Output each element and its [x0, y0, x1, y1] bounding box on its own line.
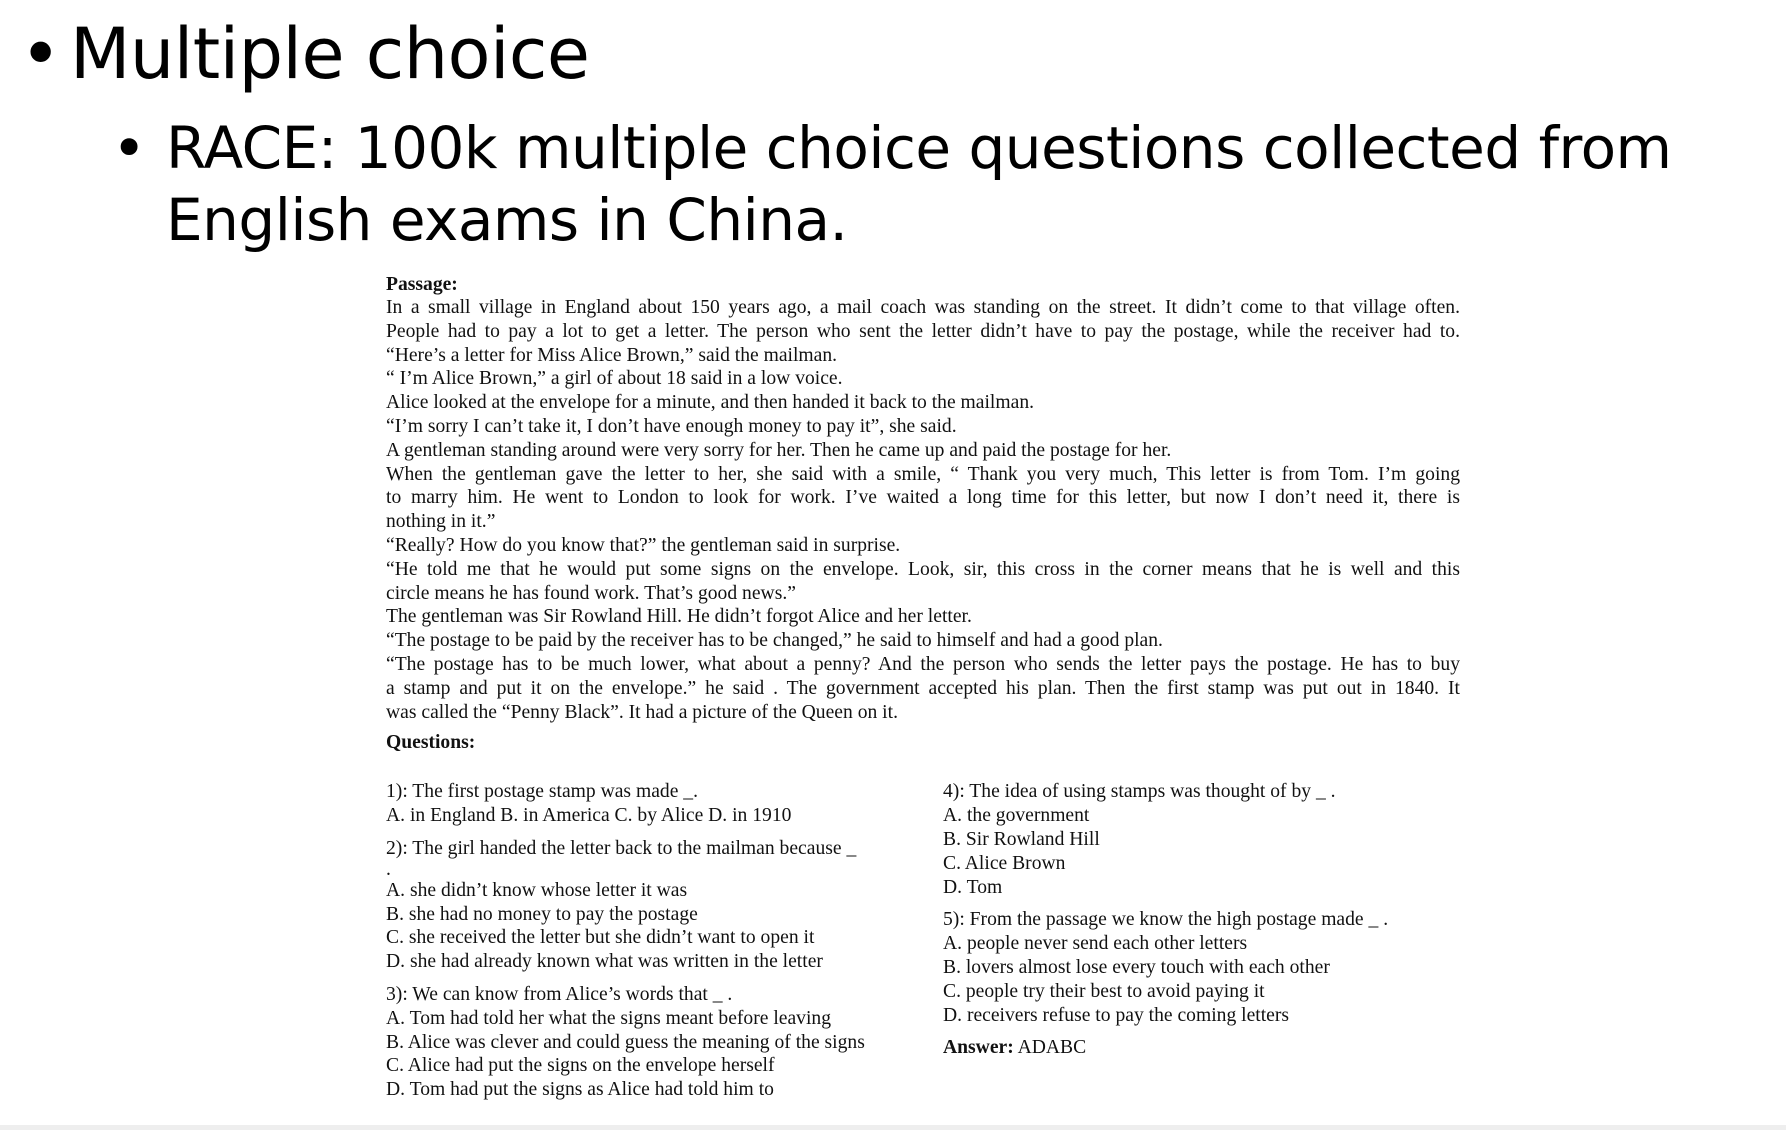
question-option: C. people try their best to avoid paying it — [943, 980, 1265, 1002]
question-option: D. Tom — [943, 876, 1003, 898]
passage-line: “He told me that he would put some signs on the envelope. Look, sir, this cross in the corner means that he is well and this — [386, 558, 1460, 580]
question-option: C. Alice had put the signs on the envelope herself — [386, 1055, 775, 1077]
passage-line: nothing in it.” — [386, 511, 496, 533]
slide-heading: Multiple choice — [70, 13, 590, 95]
answer-key — [943, 1036, 1463, 1060]
question-1 — [386, 780, 926, 828]
race-description: RACE: 100k multiple choice questions collected from English exams in China. — [166, 114, 1672, 254]
passage-line: “The postage to be paid by the receiver has to be changed,” he said to himself and had a good plan. — [386, 630, 1163, 652]
question-option: A. Tom had told her what the signs meant before leaving — [386, 1007, 832, 1029]
questions-left-column — [386, 780, 926, 1102]
passage-line: The gentleman was Sir Rowland Hill. He didn’t forgot Alice and her letter. — [386, 606, 972, 628]
slide-bullet-multiple-choice — [20, 14, 589, 95]
questions-heading: Questions: — [386, 732, 476, 754]
question-option: B. lovers almost lose every touch with each other — [943, 956, 1330, 978]
passage-text — [386, 296, 1460, 724]
passage-line: “I’m sorry I can’t take it, I don’t have enough money to pay it”, she said. — [386, 415, 957, 437]
answer-value: ADABC — [1017, 1037, 1087, 1059]
slide-bullet-race — [112, 112, 1762, 256]
question-stem: 1): The first postage stamp was made _. — [386, 781, 698, 803]
slide-bottom-edge — [0, 1125, 1786, 1130]
question-option: B. Alice was clever and could guess the meaning of the signs — [386, 1031, 865, 1053]
question-option: D. she had already known what was written in the letter — [386, 951, 823, 973]
question-4 — [943, 780, 1463, 899]
question-stem: 5): From the passage we know the high postage made _ . — [943, 909, 1389, 931]
passage-line: When the gentleman gave the letter to her, she said with a smile, “ Thank you very much, This letter is from Tom. I’m going — [386, 463, 1460, 485]
race-example-figure — [386, 274, 1460, 1110]
question-option: A. the government — [943, 805, 1090, 827]
passage-line: to marry him. He went to London to look for work. I’ve waited a long time for this letter, but now I don’t need it, there is — [386, 487, 1460, 509]
question-option: A. people never send each other letters — [943, 933, 1248, 955]
question-option: A. she didn’t know whose letter it was — [386, 879, 688, 901]
passage-line: a stamp and put it on the envelope.” he said . The government accepted his plan. Then the first stamp was put out in 1840. It — [386, 677, 1460, 699]
passage-line: “Here’s a letter for Miss Alice Brown,” said the mailman. — [386, 344, 838, 366]
bullet-dot-icon: • — [20, 13, 61, 95]
passage-line: “Really? How do you know that?” the gentleman said in surprise. — [386, 534, 901, 556]
question-stem-continuation: . — [386, 858, 391, 880]
questions-columns — [386, 780, 1460, 1110]
question-stem: 2): The girl handed the letter back to the mailman because _ — [386, 837, 857, 859]
question-option: B. she had no money to pay the postage — [386, 903, 698, 925]
answer-label: Answer: — [943, 1037, 1014, 1059]
question-option: B. Sir Rowland Hill — [943, 828, 1100, 850]
bullet-dot-icon: • — [112, 114, 146, 182]
passage-line: A gentleman standing around were very sorry for her. Then he came up and paid the postage for her. — [386, 439, 1172, 461]
question-option: A. in England B. in America C. by Alice D. in 1910 — [386, 805, 792, 827]
passage-line: “ I’m Alice Brown,” a girl of about 18 said in a low voice. — [386, 368, 843, 390]
passage-line: In a small village in England about 150 years ago, a mail coach was standing on the street. It didn’t come to that village often. — [386, 297, 1460, 318]
question-option: D. receivers refuse to pay the coming letters — [943, 1004, 1290, 1026]
question-option: D. Tom had put the signs as Alice had told him to — [386, 1079, 774, 1101]
passage-heading: Passage: — [386, 274, 458, 295]
question-2 — [386, 837, 926, 974]
passage-line: circle means he has found work. That’s good news.” — [386, 582, 796, 604]
passage-line: “The postage has to be much lower, what about a penny? And the person who sends the letter pays the postage. He has to buy — [386, 653, 1460, 675]
question-5 — [943, 908, 1463, 1027]
passage-line: People had to pay a lot to get a letter. The person who sent the letter didn’t have to pay the postage, while the receiver had to. — [386, 320, 1460, 342]
question-option: C. she received the letter but she didn’t want to open it — [386, 927, 815, 949]
passage-line: Alice looked at the envelope for a minute, and then handed it back to the mailman. — [386, 392, 1035, 414]
questions-right-column — [943, 780, 1463, 1060]
question-stem: 4): The idea of using stamps was thought of by _ . — [943, 781, 1336, 803]
passage-line: was called the “Penny Black”. It had a picture of the Queen on it. — [386, 701, 898, 723]
question-option: C. Alice Brown — [943, 852, 1066, 874]
question-3 — [386, 983, 926, 1102]
question-stem: 3): We can know from Alice’s words that _ . — [386, 983, 733, 1005]
